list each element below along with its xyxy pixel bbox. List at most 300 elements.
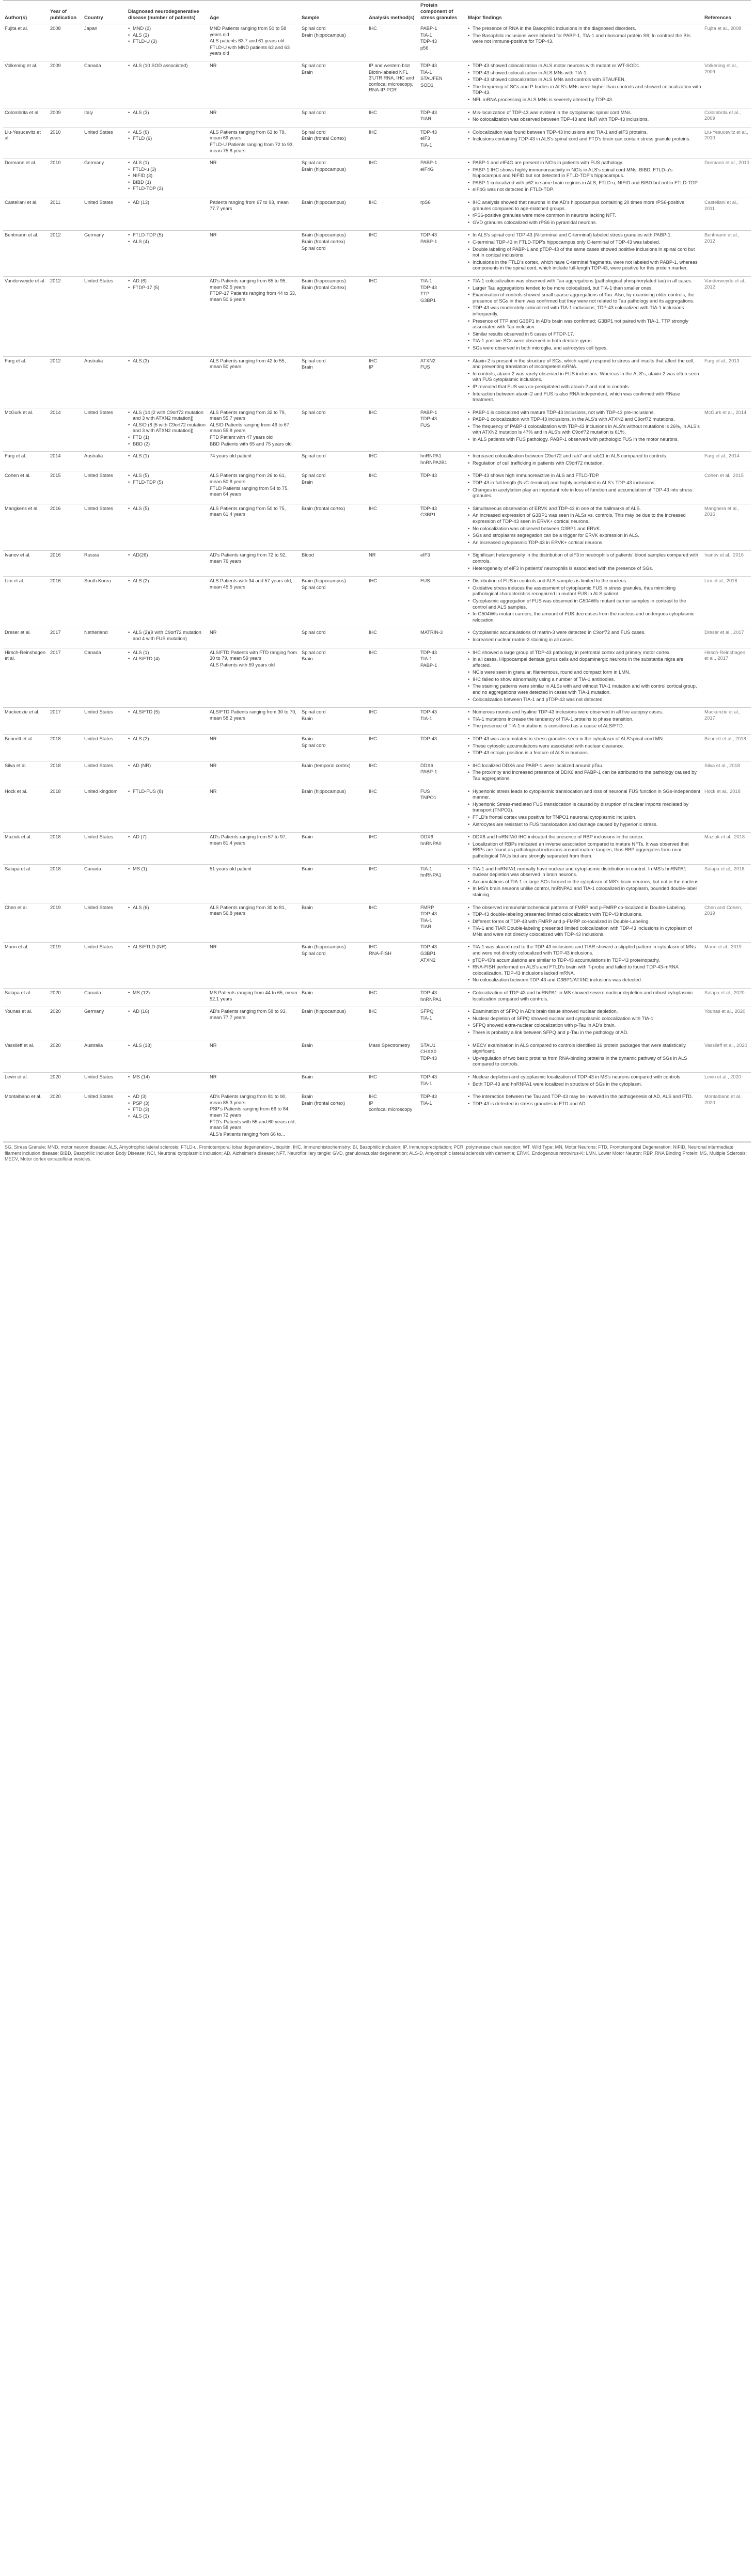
- protein-cell-item: TDP-43: [420, 109, 437, 115]
- findings-cell-item: • rPS6-positive granules were more common in neurons lacking NFT.: [468, 213, 701, 219]
- findings-cell-list: [468, 1074, 701, 1087]
- year-cell: 2014: [49, 408, 83, 452]
- protein-cell-item: PABP-1: [420, 409, 437, 415]
- table-row: [3, 471, 751, 504]
- age-cell: [208, 158, 300, 198]
- sample-cell-item: Spinal cord: [302, 160, 326, 166]
- findings-cell-item: • MECV examination in ALS compared to controls identified 16 protein packages that were statistically significant.: [468, 1043, 701, 1055]
- year-cell: 2011: [49, 198, 83, 231]
- country-cell: Canada: [83, 989, 127, 1007]
- sample-cell: [300, 735, 367, 761]
- findings-cell: [466, 198, 703, 231]
- year-cell: 2020: [49, 1072, 83, 1092]
- method-cell: [367, 551, 419, 577]
- method-cell-item: Biotin-labeled NFL 3'UTR RNA, IHC and confocal microscopy, RNA-IP-PCR: [369, 69, 414, 93]
- age-cell-item: NR: [210, 109, 217, 115]
- disease-cell: [127, 787, 208, 833]
- protein-cell: [419, 1041, 466, 1072]
- sample-cell-item: Brain (hippocampus): [302, 232, 346, 238]
- disease-cell-item: • ALS (1): [128, 650, 207, 656]
- findings-cell-item: • Accumulations of TIA-1 in large SGs formed in the cytoplasm of MS's brain neurons, but not in the nucleus.: [468, 879, 701, 885]
- disease-cell-item: • FTLD-TDP (5): [128, 232, 207, 238]
- method-cell: [367, 198, 419, 231]
- reference-cell: Dreser et al., 2017: [703, 628, 751, 648]
- age-cell-item: MS Patients ranging from 44 to 65, mean 52.1 years: [210, 990, 297, 1001]
- protein-cell-item: TDP-43: [420, 1074, 437, 1079]
- protein-cell-item: TDP-43: [420, 62, 437, 68]
- findings-cell-item: • Significant heterogeneity in the distribution of eIF3 in neutrophils of patients' blood samples compared with controls.: [468, 552, 701, 564]
- age-cell: [208, 1092, 300, 1142]
- age-cell: [208, 277, 300, 357]
- sample-cell-item: Spinal cord: [302, 26, 326, 31]
- findings-cell-item: • PABP-1 and eIF4G are present in NCIs in patients with FUS pathology.: [468, 160, 701, 166]
- age-cell: [208, 1007, 300, 1041]
- table-row: [3, 128, 751, 158]
- method-cell: [367, 648, 419, 708]
- sample-cell-item: Spinal cord: [302, 358, 326, 363]
- findings-cell-list: [468, 552, 701, 571]
- year-cell: 2018: [49, 761, 83, 787]
- age-cell-item: PSP's Patients ranging from 66 to 84, mean 72 years: [210, 1106, 290, 1118]
- reference-cell: Bentmann et al., 2012: [703, 231, 751, 277]
- header-country: Country: [83, 1, 127, 24]
- age-cell: [208, 708, 300, 735]
- header-protein: Protein component of stress granules: [419, 1, 466, 24]
- sample-cell: [300, 648, 367, 708]
- findings-cell-item: • TIA-1 was placed next to the TDP-43 inclusions and TIAR showed a stippled pattern in cytoplasm of MNs and were not directly colocalized with TDP-43 inclusions.: [468, 944, 701, 956]
- findings-cell-item: • NFL mRNA processing in ALS MNs is severely altered by TDP-43.: [468, 97, 701, 103]
- sample-cell: [300, 231, 367, 277]
- age-cell-item: ALS patients 63.7 and 61 years old: [210, 38, 285, 44]
- disease-cell-item: • FTLD-TDP (2): [128, 186, 207, 192]
- disease-cell-list: [128, 232, 207, 245]
- author-cell: Salapa et al.: [3, 989, 49, 1007]
- sample-cell: [300, 61, 367, 108]
- header-method: Analysis method(s): [367, 1, 419, 24]
- header-author: Author(s): [3, 1, 49, 24]
- table-row: [3, 504, 751, 551]
- findings-cell-list: [468, 1043, 701, 1068]
- protein-cell-item: PABP-1: [420, 160, 437, 166]
- reference-cell: Volkening et al., 2009: [703, 61, 751, 108]
- sample-cell: [300, 864, 367, 903]
- disease-cell-item: • FTLD-TDP (5): [128, 480, 207, 486]
- protein-cell-item: TIAR: [420, 116, 432, 122]
- protein-cell: [419, 108, 466, 128]
- protein-cell-item: FUS: [420, 788, 430, 794]
- disease-cell: [127, 1041, 208, 1072]
- age-cell: [208, 452, 300, 471]
- protein-cell: [419, 577, 466, 628]
- sample-cell-item: Spinal cord: [302, 453, 326, 459]
- protein-cell-item: TIAR: [420, 924, 432, 930]
- disease-cell-list: [128, 736, 207, 742]
- findings-cell-item: • TDP-43 was accumulated in stress granules seen in the cytoplasm of ALS'spinal cord MN.: [468, 736, 701, 742]
- table-row: [3, 864, 751, 903]
- protein-cell-item: FUS: [420, 578, 430, 584]
- protein-cell-item: TTP: [420, 291, 430, 297]
- reference-cell: Salapa et al., 2018: [703, 864, 751, 903]
- protein-cell-item: G3BP1: [420, 951, 436, 957]
- age-cell-item: NR: [210, 788, 217, 794]
- protein-cell-item: TIA-1: [420, 142, 432, 148]
- age-cell: [208, 108, 300, 128]
- disease-cell-list: [128, 709, 207, 715]
- sample-cell-item: Spinal cord: [302, 129, 326, 135]
- disease-cell-list: [128, 552, 207, 559]
- table-row: [3, 648, 751, 708]
- country-cell: Australia: [83, 1041, 127, 1072]
- findings-cell-item: • Nuclear depletion and cytoplasmic localization of TDP-43 in MS's neurons compared with controls.: [468, 1074, 701, 1080]
- findings-cell-list: [468, 130, 701, 142]
- protein-cell-item: TIA-1: [420, 32, 432, 38]
- author-cell: Hock et al.: [3, 787, 49, 833]
- protein-cell: [419, 735, 466, 761]
- protein-cell-item: TDP-43: [420, 39, 437, 44]
- table-row: [3, 708, 751, 735]
- disease-cell-item: • AD (6): [128, 278, 207, 284]
- disease-cell-item: • FTD (3): [128, 1107, 207, 1113]
- reference-cell: Farg et al., 2013: [703, 356, 751, 408]
- reference-cell: Dormann et al., 2010: [703, 158, 751, 198]
- country-cell: Japan: [83, 24, 127, 61]
- disease-cell-item: • ALS (5): [128, 506, 207, 512]
- table-row: [3, 903, 751, 943]
- findings-cell-item: • TDP-43 in full length (N-/C-terminal) and highly acetylated in ALS's TDP-43 inclusions.: [468, 480, 701, 486]
- age-cell-item: FTLD Patients ranging from 54 to 75, mean 64 years: [210, 485, 289, 497]
- disease-cell: [127, 1007, 208, 1041]
- sample-cell-item: Brain (frontal cortex): [302, 239, 345, 245]
- findings-cell: [466, 864, 703, 903]
- sample-cell-item: Spinal cord: [302, 649, 326, 655]
- disease-cell-item: • FTD (1): [128, 435, 207, 441]
- age-cell: [208, 577, 300, 628]
- protein-cell-item: ATXN2: [420, 358, 436, 363]
- findings-cell-item: • Examination of SFPQ in AD's brain tissue showed nuclear depletion.: [468, 1009, 701, 1015]
- findings-cell: [466, 277, 703, 357]
- findings-cell-list: [468, 473, 701, 499]
- findings-cell-item: • In MS's brain neurons unlike control, hnRNPA1 and TIA-1 colocalized in cytoplasm, bounded double-label staining.: [468, 886, 701, 898]
- findings-cell-item: • Changes in acetylation play an important role in loss of function and accumulation of TDP-43 into stress granules.: [468, 487, 701, 499]
- disease-cell-item: • FTLD-FUS (8): [128, 789, 207, 795]
- author-cell: Chen et al.: [3, 903, 49, 943]
- disease-cell-item: • ALS (3): [128, 358, 207, 364]
- protein-cell-item: TDP-43: [420, 232, 437, 238]
- protein-cell-item: PABP-1: [420, 239, 437, 245]
- sample-cell-item: Brain (hippocampus): [302, 32, 346, 38]
- method-cell-item: IHC: [369, 578, 378, 584]
- year-cell: 2012: [49, 231, 83, 277]
- disease-cell: [127, 943, 208, 989]
- table-row: [3, 277, 751, 357]
- age-cell-item: AD's Patients ranging from 58 to 93, mean 77.7 years: [210, 1009, 287, 1020]
- year-cell: 2017: [49, 648, 83, 708]
- author-cell: Farg et al.: [3, 356, 49, 408]
- protein-cell: [419, 128, 466, 158]
- findings-cell-item: • Larger Tau aggregations tended to be more colocalized, but TIA-1 than smaller ones.: [468, 285, 701, 292]
- age-cell-item: FTDP-17 Patients ranging from 44 to 53, mean 50.6 years: [210, 291, 296, 302]
- age-cell-item: ALS Patients ranging from 32 to 79, mean 55.7 years: [210, 409, 286, 421]
- age-cell-item: NR: [210, 62, 217, 68]
- country-cell: Germany: [83, 231, 127, 277]
- country-cell: United States: [83, 943, 127, 989]
- findings-cell-item: • Astrocytes are resistant to FUS translocation and damage caused by hyperionic stress.: [468, 822, 701, 828]
- protein-cell: [419, 628, 466, 648]
- method-cell-item: IHC: [369, 473, 378, 479]
- protein-cell-item: DDX6: [420, 762, 433, 768]
- sample-cell-item: Spinal cord: [302, 109, 326, 115]
- age-cell-item: MND Patients ranging from 50 to 58 years old: [210, 26, 287, 37]
- year-cell: 2020: [49, 1041, 83, 1072]
- table-row: [3, 787, 751, 833]
- country-cell: United States: [83, 735, 127, 761]
- table-row: [3, 833, 751, 864]
- findings-cell: [466, 551, 703, 577]
- country-cell: United States: [83, 833, 127, 864]
- country-cell: South Korea: [83, 577, 127, 628]
- country-cell: Australia: [83, 356, 127, 408]
- disease-cell: [127, 708, 208, 735]
- findings-cell-item: • An increased cytoplasmic TDP-43 in ERVK+ cortical neurons.: [468, 540, 701, 546]
- age-cell-item: FTD's Patients with 55 and 60 years old, mean 58 years: [210, 1119, 296, 1131]
- protein-cell-item: STAU1: [420, 1042, 436, 1048]
- sample-cell-item: Brain (frontal Cortex): [302, 284, 347, 290]
- author-cell: Hirsch-Reinshagen et al.: [3, 648, 49, 708]
- sample-cell: [300, 787, 367, 833]
- method-cell: [367, 761, 419, 787]
- author-cell: McGurk et al.: [3, 408, 49, 452]
- disease-cell: [127, 452, 208, 471]
- sample-cell: [300, 1041, 367, 1072]
- sample-cell: [300, 1072, 367, 1092]
- reference-cell: Bennett et al., 2018: [703, 735, 751, 761]
- table-row: [3, 551, 751, 577]
- findings-cell-item: • Cytoplasmic accumulations of matrin-3 were detected in C9orf72 and FUS cases.: [468, 630, 701, 636]
- findings-cell-item: • Increased nuclear matrin-3 staining in all cases.: [468, 637, 701, 643]
- age-cell-item: NR: [210, 1042, 217, 1048]
- age-cell-item: FTLD-U Patients ranging from 72 to 93, mean 75.8 years: [210, 141, 294, 153]
- method-cell: [367, 628, 419, 648]
- disease-cell-list: [128, 200, 207, 206]
- author-cell: Farg et al.: [3, 452, 49, 471]
- year-cell: 2019: [49, 903, 83, 943]
- protein-cell-item: MATRIN-3: [420, 630, 443, 635]
- method-cell-item: IHC: [369, 453, 378, 459]
- method-cell-item: IHC: [369, 200, 378, 205]
- age-cell-item: ALS Patients ranging from 30 to 81, mean 56.8 years: [210, 904, 286, 916]
- age-cell-item: ALS Patients with 34 and 57 years old, mean 45.5 years: [210, 578, 292, 590]
- disease-cell-item: • ALS (2): [128, 578, 207, 584]
- disease-cell-item: • ALS/FTLD (NR): [128, 944, 207, 950]
- protein-cell: [419, 989, 466, 1007]
- reference-cell: Silva et al., 2018: [703, 761, 751, 787]
- sample-cell-item: Brain: [302, 834, 313, 840]
- method-cell: [367, 989, 419, 1007]
- findings-cell-item: • Localization of RBPs indicated an inverse association compared to mature NFTs. It was observed that RBPs are found as pathological inclusions around mature tangles, thus RBP aggregates form near pathological TAUs but are strongly separated from them.: [468, 841, 701, 860]
- protein-cell-item: hnRNPA1: [420, 453, 442, 459]
- disease-cell: [127, 24, 208, 61]
- findings-cell-list: [468, 410, 701, 443]
- disease-cell: [127, 504, 208, 551]
- findings-cell-item: • Numerous rounds and hyaline TDP-43 inclusions were observed in all five autopsy cases.: [468, 709, 701, 715]
- protein-cell: [419, 24, 466, 61]
- disease-cell-list: [128, 473, 207, 485]
- reference-cell: Montalbano et al., 2020: [703, 1092, 751, 1142]
- findings-cell-item: • TDP-43 showed colocalization in ALS MNs with TIA-1.: [468, 70, 701, 76]
- author-cell: Colombrita et al.: [3, 108, 49, 128]
- protein-cell: [419, 1092, 466, 1142]
- method-cell-item: IHC: [369, 505, 378, 511]
- findings-cell-item: • In G504Wfs mutant carriers, the amount of FUS decreases from the nucleus and undergoes cytoplasmic relocation.: [468, 611, 701, 623]
- protein-cell: [419, 61, 466, 108]
- protein-cell-item: SFPQ: [420, 1009, 434, 1014]
- findings-cell-item: • GVD granules colocalized with rPS6 in pyramidal neurons.: [468, 220, 701, 226]
- sample-cell-item: Spinal cord: [302, 62, 326, 68]
- findings-cell-list: [468, 1009, 701, 1036]
- country-cell: Germany: [83, 158, 127, 198]
- sample-cell: [300, 504, 367, 551]
- findings-cell-list: [468, 834, 701, 859]
- protein-cell: [419, 551, 466, 577]
- year-cell: 2016: [49, 551, 83, 577]
- reference-cell: Liu-Yesucevitz et al., 2010: [703, 128, 751, 158]
- findings-cell-item: • The frequency of SGs and P-bodies in ALS's MNs were higher than controls and showed colocalization with TDP-43.: [468, 84, 701, 96]
- header-sample: Sample: [300, 1, 367, 24]
- age-cell-item: AD's Patients ranging from 57 to 97, mean 81.4 years: [210, 834, 287, 846]
- year-cell: 2016: [49, 577, 83, 628]
- country-cell: United States: [83, 1072, 127, 1092]
- disease-cell-item: • ALS (6): [128, 905, 207, 911]
- disease-cell-item: • ALS (4): [128, 239, 207, 245]
- findings-cell-item: • NCIs were seen in granular, filamentous, round and compact form in LMN.: [468, 670, 701, 676]
- findings-cell-item: • TIA-1 and hnRNPA1 normally have nuclear and cytoplasmic distribution in control. In MS's hnRNPA1 nuclear depletion was observed in brain neurons.: [468, 866, 701, 878]
- age-cell-item: ALS Patients ranging from 26 to 61, mean 50.8 years: [210, 473, 286, 485]
- findings-cell-item: • Ataxin-2 is present in the structure of SGs, which rapidly respond to stress and insults that affect the cell, and preventing translation of incompetent mRNA.: [468, 358, 701, 370]
- age-cell-item: NR: [210, 944, 217, 950]
- method-cell-item: IHC: [369, 709, 378, 715]
- age-cell-item: 51 years old patient: [210, 866, 252, 871]
- findings-cell-item: • No colocalization was observed between TDP-43 and HuR with TDP-43 inclusions.: [468, 117, 701, 123]
- sample-cell-item: Brain: [302, 480, 313, 485]
- reference-cell: Castellani et al., 2011: [703, 198, 751, 231]
- country-cell: United States: [83, 504, 127, 551]
- protein-cell-item: TIA-1: [420, 1100, 432, 1106]
- year-cell: 2010: [49, 158, 83, 198]
- findings-cell: [466, 128, 703, 158]
- disease-cell-list: [128, 1043, 207, 1049]
- author-cell: Ivanov et al.: [3, 551, 49, 577]
- author-cell: Levin et al.: [3, 1072, 49, 1092]
- disease-cell-item: • ALS (6): [128, 130, 207, 136]
- age-cell: [208, 551, 300, 577]
- disease-cell: [127, 648, 208, 708]
- findings-cell: [466, 943, 703, 989]
- findings-cell-item: • Double labeling of PABP-1 and pTDP-43 of the same cases showed positive inclusions in spinal cord but not in cortical inclusions.: [468, 247, 701, 259]
- sample-cell-item: Spinal cord: [302, 742, 326, 748]
- findings-cell-list: [468, 990, 701, 1002]
- sample-cell-item: Brain (temporal cortex): [302, 762, 351, 768]
- age-cell: [208, 408, 300, 452]
- method-cell: [367, 735, 419, 761]
- findings-cell-item: • The presence of TIA-1 mutations is considered as a cause of ALS/FTD.: [468, 723, 701, 729]
- country-cell: United States: [83, 708, 127, 735]
- year-cell: 2017: [49, 628, 83, 648]
- country-cell: United States: [83, 471, 127, 504]
- reference-cell: Hirsch-Reinshagen et al., 2017: [703, 648, 751, 708]
- header-age: Age: [208, 1, 300, 24]
- sample-cell: [300, 833, 367, 864]
- disease-cell-item: • ALS (14 [2 with C9orf72 mutation and 3 with ATXN2 mutation]): [128, 410, 207, 422]
- age-cell: [208, 648, 300, 708]
- disease-cell: [127, 231, 208, 277]
- findings-cell-item: • PABP-1 colocalized with p62 in same brain regions in ALS, FTLD-u, NIFID and BIBD but not in FTLD-TDP.: [468, 180, 701, 186]
- author-cell: Liu-Yesucevitz et al.: [3, 128, 49, 158]
- disease-cell-list: [128, 26, 207, 45]
- disease-cell: [127, 735, 208, 761]
- method-cell-item: IHC: [369, 26, 378, 31]
- table-row: [3, 452, 751, 471]
- table-row: [3, 761, 751, 787]
- findings-cell-list: [468, 160, 701, 193]
- author-cell: Volkening et al.: [3, 61, 49, 108]
- reference-cell: Levin et al., 2020: [703, 1072, 751, 1092]
- reference-cell: Mann et al., 2019: [703, 943, 751, 989]
- findings-cell-item: • SFPQ showed extra-nuclear colocalization with p-Tau in AD's brain.: [468, 1023, 701, 1029]
- findings-cell-item: • Colocalization of TDP-43 and hnRNPA1 in MS showed severe nuclear depletion and robust cytoplasmic localization compared with controls.: [468, 990, 701, 1002]
- table-row: [3, 61, 751, 108]
- reference-cell: Salapa et al., 2020: [703, 989, 751, 1007]
- method-cell: [367, 408, 419, 452]
- disease-cell-item: • ALS (2): [128, 736, 207, 742]
- findings-cell-item: • PABP-1 IHC shows highly immunoreactivity in NCIs in ALS's spinal cord MNs, BIBD, FTLD-u's hippocampus and NIFID but not detected in FTLD-TDP's hippocampus.: [468, 167, 701, 179]
- protein-cell-item: TDP-43: [420, 1094, 437, 1100]
- country-cell: Canada: [83, 864, 127, 903]
- disease-cell-item: • NIFID (3): [128, 173, 207, 179]
- findings-cell-item: • TIA-1 mutations increase the tendency of TIA-1 proteins to phase transition.: [468, 717, 701, 723]
- reference-cell: Vanderweyde et al., 2012: [703, 277, 751, 357]
- findings-cell-item: • IHC localized DDX6 and PABP-1 were localized around pTau.: [468, 763, 701, 769]
- protein-cell: [419, 833, 466, 864]
- disease-cell: [127, 864, 208, 903]
- year-cell: 2018: [49, 735, 83, 761]
- age-cell: [208, 24, 300, 61]
- protein-cell-item: PABP-1: [420, 769, 437, 775]
- method-cell: [367, 452, 419, 471]
- stress-granule-studies-table: [3, 0, 751, 1142]
- disease-cell-item: • MND (2): [128, 26, 207, 32]
- method-cell: [367, 903, 419, 943]
- findings-cell-item: • TDP-43 double-labeling presented limited colocalization with TDP-43 inclusions.: [468, 912, 701, 918]
- protein-cell-item: PABP-1: [420, 26, 437, 31]
- protein-cell-item: eIF3: [420, 552, 430, 558]
- findings-cell-item: • TIA-1 positive SGs were observed in both dentate gyrus.: [468, 338, 701, 344]
- disease-cell-list: [128, 578, 207, 584]
- disease-cell-item: • MS (14): [128, 1074, 207, 1080]
- method-cell: [367, 864, 419, 903]
- table-row: [3, 943, 751, 989]
- protein-cell-item: FUS: [420, 422, 430, 428]
- sample-cell-item: Spinal cord: [302, 951, 326, 957]
- method-cell-item: confocal microscopy: [369, 1107, 413, 1112]
- sample-cell-item: Brain: [302, 1094, 313, 1100]
- protein-cell-item: TIA-1: [420, 1080, 432, 1086]
- age-cell: [208, 903, 300, 943]
- findings-cell-item: • Increased colocalization between C9orf72 and rab7 and rab11 in ALS compared to controls.: [468, 453, 701, 459]
- protein-cell-item: eIF3: [420, 136, 430, 141]
- method-cell-item: IHC: [369, 904, 378, 910]
- year-cell: 2010: [49, 128, 83, 158]
- author-cell: Silva et al.: [3, 761, 49, 787]
